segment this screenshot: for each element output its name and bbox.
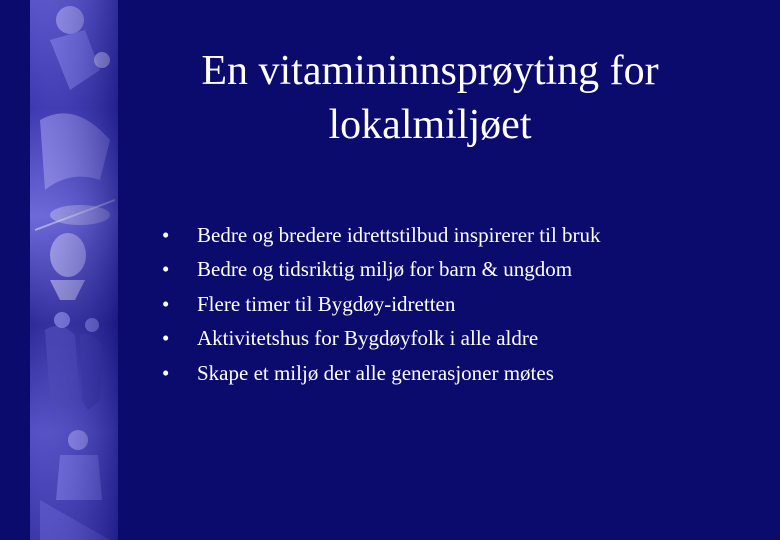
- bullet-item: [162, 253, 601, 288]
- bullet-marker: •: [162, 257, 170, 282]
- bullet-item: [162, 218, 601, 253]
- bullet-text: Skape et miljø der alle generasjoner møtes: [197, 360, 554, 385]
- slide-title: En vitamininnsprøyting for lokalmiljøet: [201, 48, 659, 148]
- bullet-text: Bedre og tidsriktig miljø for barn & ungdom: [197, 257, 573, 282]
- bullet-marker: •: [162, 222, 170, 247]
- bullet-text: Bedre og bredere idrettstilbud inspirerer til bruk: [197, 222, 601, 247]
- sports-collage-image: [30, 0, 118, 540]
- bullet-item: [162, 322, 601, 357]
- sports-photo-strip: [30, 0, 118, 540]
- bullet-list: [162, 218, 601, 391]
- bullet-text: Flere timer til Bygdøy-idretten: [197, 291, 456, 316]
- bullet-text: Aktivitetshus for Bygdøyfolk i alle aldre: [197, 326, 539, 351]
- bullet-marker: •: [162, 326, 170, 351]
- bullet-marker: •: [162, 360, 170, 385]
- bullet-item: [162, 287, 601, 322]
- bullet-marker: •: [162, 291, 170, 316]
- bullet-item: [162, 356, 601, 391]
